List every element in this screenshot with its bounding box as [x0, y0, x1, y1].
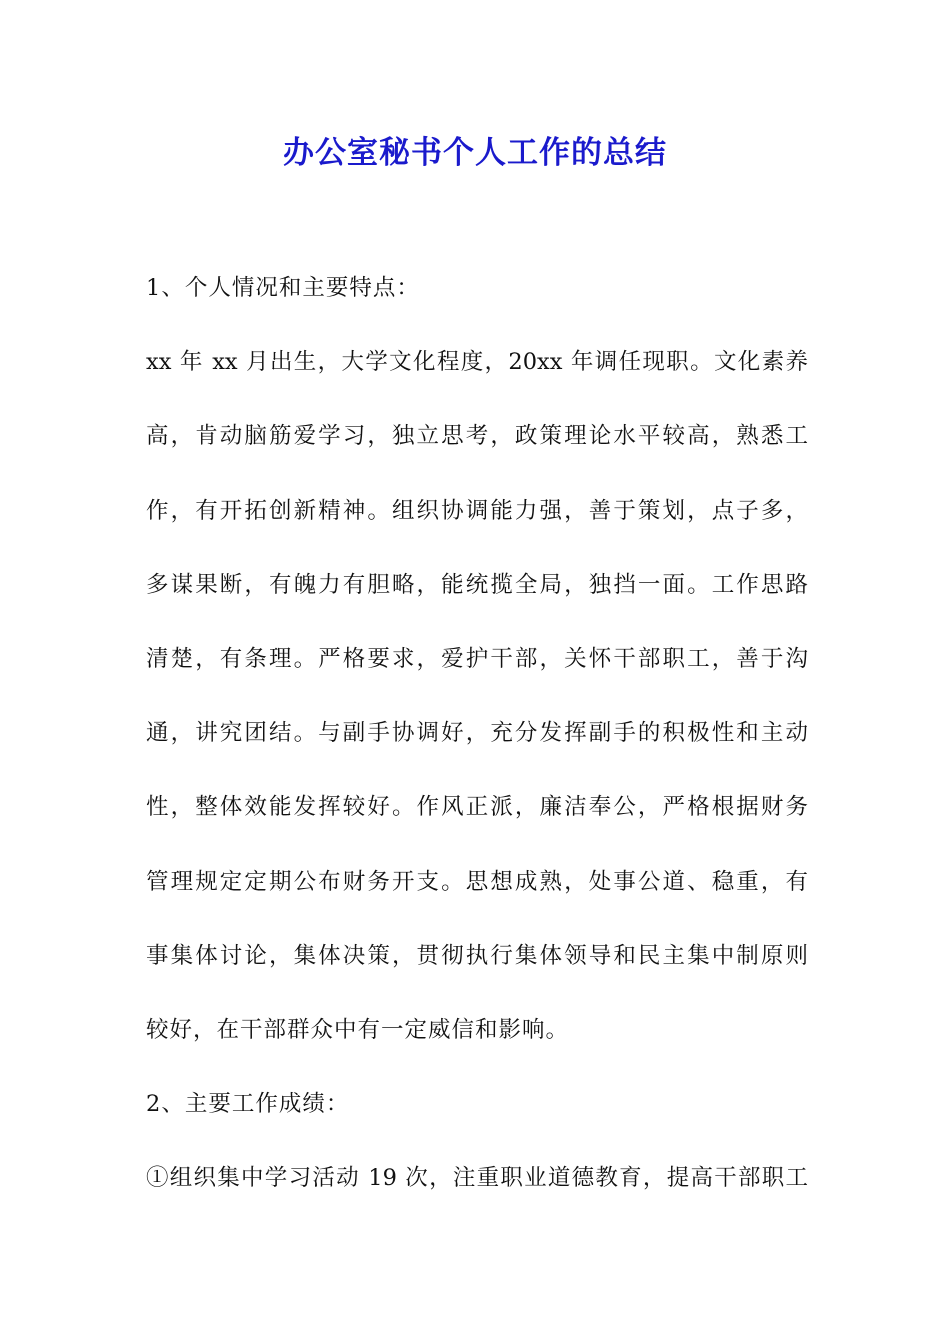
document-body — [146, 268, 808, 1232]
paragraph-line: 多谋果断，有魄力有胆略，能统揽全局，独挡一面。工作思路 — [146, 571, 808, 598]
section-heading-1: 1、个人情况和主要特点： — [146, 275, 420, 301]
paragraph-line: 通，讲究团结。与副手协调好，充分发挥副手的积极性和主动 — [146, 720, 808, 747]
paragraph-line: 作，有开拓创新精神。组织协调能力强，善于策划，点子多， — [146, 497, 808, 524]
paragraph-line: 性，整体效能发挥较好。作风正派，廉洁奉公，严格根据财务 — [146, 794, 808, 821]
paragraph-line: ①组织集中学习活动 19 次，注重职业道德教育，提高干部职工 — [146, 1165, 808, 1192]
document-title: 办公室秘书个人工作的总结 — [283, 135, 667, 171]
paragraph-line: 清楚，有条理。严格要求，爱护干部，关怀干部职工，善于沟 — [146, 645, 808, 672]
paragraph-line: xx 年 xx 月出生，大学文化程度，20xx 年调任现职。文化素养 — [146, 349, 808, 376]
paragraph-line-last: 较好，在干部群众中有一定威信和影响。 — [146, 1016, 570, 1043]
section-heading-2: 2、主要工作成绩： — [146, 1091, 350, 1118]
paragraph-line: 高，肯动脑筋爱学习，独立思考，政策理论水平较高，熟悉工 — [146, 423, 808, 450]
paragraph-line: 事集体讨论，集体决策，贯彻执行集体领导和民主集中制原则 — [146, 942, 808, 969]
paragraph-line: 管理规定定期公布财务开支。思想成熟，处事公道、稳重，有 — [146, 868, 808, 895]
